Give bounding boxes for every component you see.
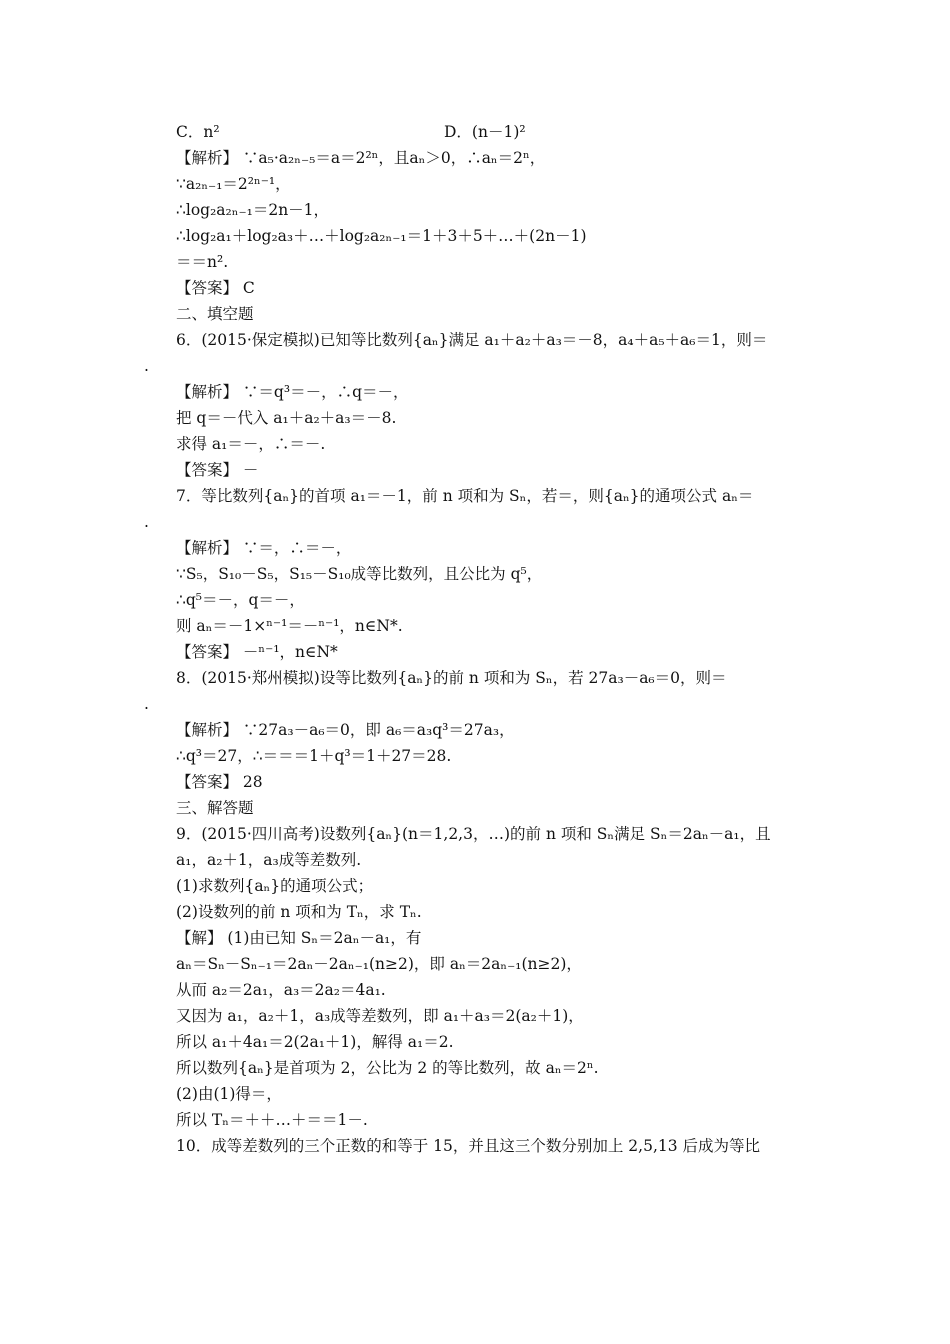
line-text: 【答案】 － bbox=[176, 461, 259, 479]
line-text: ∵a₂ₙ₋₁＝2²ⁿ⁻¹， bbox=[176, 175, 291, 193]
option-c: C．n² bbox=[176, 123, 220, 141]
line-text: 【答案】 －ⁿ⁻¹，n∈N* bbox=[176, 643, 338, 661]
line-text: ∴log₂a₁＋log₂a₃＋…＋log₂a₂ₙ₋₁＝1＋3＋5＋…＋(2n－1) bbox=[176, 227, 587, 245]
line-text: 8．(2015·郑州模拟)设等比数列{aₙ}的前 n 项和为 Sₙ，若 27a₃－a₆＝0，则＝ bbox=[176, 669, 727, 687]
line-text: 三、解答题 bbox=[176, 799, 254, 817]
line-text: 【答案】 28 bbox=[176, 773, 263, 791]
line-text: . bbox=[144, 513, 149, 531]
line-text: 10．成等差数列的三个正数的和等于 15，并且这三个数分别加上 2,5,13 后成为等比 bbox=[176, 1137, 761, 1155]
line-text: ∵S₅，S₁₀－S₅，S₁₅－S₁₀成等比数列，且公比为 q⁵， bbox=[176, 565, 543, 583]
line-text: 7．等比数列{aₙ}的首项 a₁＝－1，前 n 项和为 Sₙ，若＝，则{aₙ}的通项公式 aₙ＝ bbox=[176, 487, 754, 505]
line-text: 所以 a₁＋4a₁＝2(2a₁＋1)，解得 a₁＝2. bbox=[176, 1033, 454, 1051]
line-text: 【解析】 ∵27a₃－a₆＝0，即 a₆＝a₃q³＝27a₃， bbox=[176, 721, 515, 739]
line-text: 则 aₙ＝－1×ⁿ⁻¹＝－ⁿ⁻¹，n∈N*. bbox=[176, 617, 403, 635]
line-text: 所以 Tₙ＝＋＋…＋＝＝1－. bbox=[176, 1111, 368, 1129]
line-text: 又因为 a₁，a₂＋1，a₃成等差数列，即 a₁＋a₃＝2(a₂＋1)， bbox=[176, 1007, 584, 1025]
line-text: (2)设数列的前 n 项和为 Tₙ，求 Tₙ. bbox=[176, 903, 422, 921]
option-d: D．(n－1)² bbox=[444, 123, 526, 141]
line-text: 把 q＝－代入 a₁＋a₂＋a₃＝－8. bbox=[176, 409, 397, 427]
line-text: ∴q⁵＝－，q＝－， bbox=[176, 591, 305, 609]
line-text: (2)由(1)得＝， bbox=[176, 1085, 282, 1103]
line-text: ＝＝n². bbox=[176, 253, 229, 271]
line-text: 【解析】 ∵＝q³＝－，∴q＝－， bbox=[176, 383, 409, 401]
line-text: 【答案】 C bbox=[176, 279, 255, 297]
line-text: ∴log₂a₂ₙ₋₁＝2n－1， bbox=[176, 201, 330, 219]
line-text: 所以数列{aₙ}是首项为 2，公比为 2 的等比数列，故 aₙ＝2ⁿ. bbox=[176, 1059, 599, 1077]
line-text: 【解】 (1)由已知 Sₙ＝2aₙ－a₁，有 bbox=[176, 929, 422, 947]
line-text: ∴q³＝27，∴＝＝＝1＋q³＝1＋27＝28. bbox=[176, 747, 452, 765]
line-text: 【解析】 ∵＝，∴＝－， bbox=[176, 539, 352, 557]
line-text: . bbox=[144, 357, 149, 375]
line-text: . bbox=[144, 695, 149, 713]
line-text: aₙ＝Sₙ－Sₙ₋₁＝2aₙ－2aₙ₋₁(n≥2)，即 aₙ＝2aₙ₋₁(n≥2)， bbox=[176, 955, 582, 973]
line-text: 【解析】 ∵a₅·a₂ₙ₋₅＝a＝2²ⁿ，且aₙ＞0，∴aₙ＝2ⁿ， bbox=[176, 149, 546, 167]
line-text: a₁，a₂＋1，a₃成等差数列. bbox=[176, 851, 362, 869]
line-text: 从而 a₂＝2a₁，a₃＝2a₂＝4a₁. bbox=[176, 981, 386, 999]
line-text: 二、填空题 bbox=[176, 305, 254, 323]
line-text: 6．(2015·保定模拟)已知等比数列{aₙ}满足 a₁＋a₂＋a₃＝－8，a₄＋a₅＋a₆＝1，则＝ bbox=[176, 331, 768, 349]
line-text: 9．(2015·四川高考)设数列{aₙ}(n＝1,2,3，…)的前 n 项和 Sₙ满足 Sₙ＝2aₙ－a₁，且 bbox=[176, 825, 771, 843]
line-text: (1)求数列{aₙ}的通项公式； bbox=[176, 877, 374, 895]
line-text: 求得 a₁＝－，∴＝－. bbox=[176, 435, 326, 453]
